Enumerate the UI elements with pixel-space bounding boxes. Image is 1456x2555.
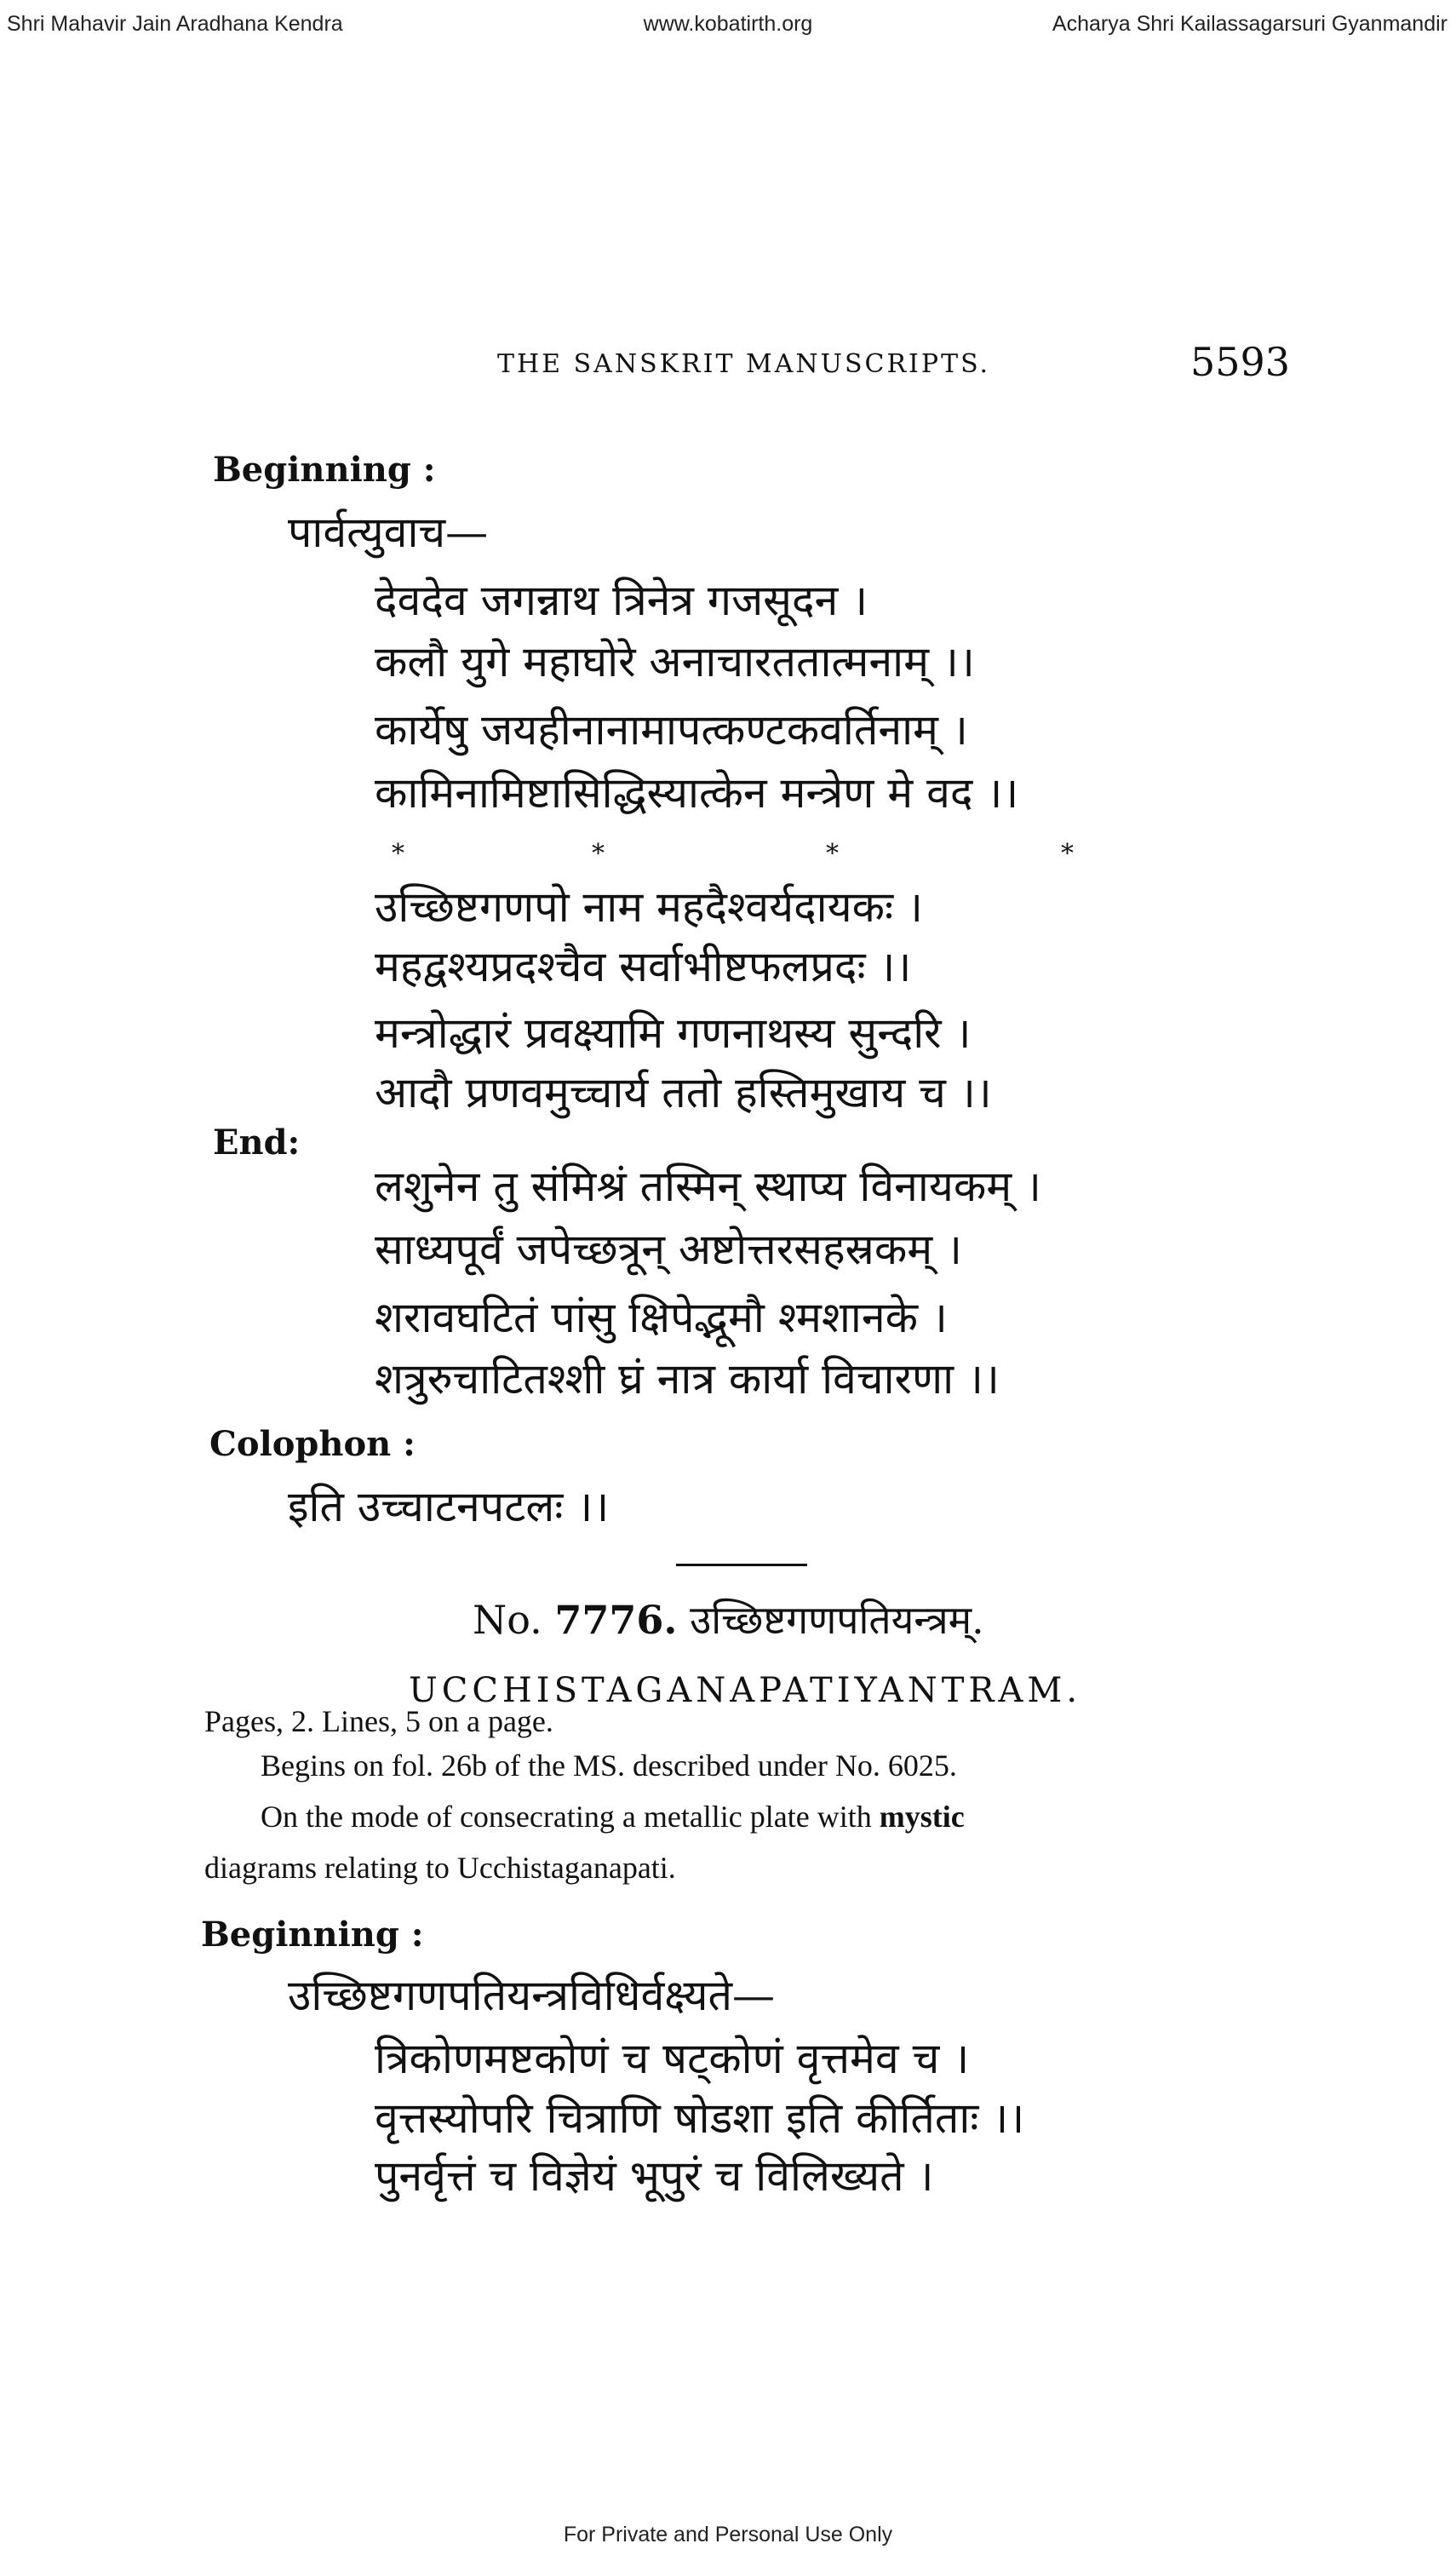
verse-line: महद्वश्यप्रदश्चैव सर्वाभीष्टफलप्रदः ।। (375, 942, 912, 991)
entry-verse-line: वृत्तस्योपरि चित्राणि षोडशा इति कीर्तिताः ।। (375, 2093, 1025, 2143)
entry-description-cont: diagrams relating to Ucchistaganapati. (204, 1851, 676, 1885)
entry-intro-line: उच्छिष्टगणपतियन्त्रविधिर्वक्ष्यते— (288, 1971, 775, 2020)
intro-line: पार्वत्युवाच— (288, 508, 489, 557)
entry-verse-line: पुनर्वृत्तं च विज्ञेयं भूपुरं च विलिख्यते । (375, 2151, 934, 2201)
page-footer: For Private and Personal Use Only (563, 2523, 893, 2546)
verse-line: शरावघटितं पांसु क्षिपेद्भूमौ श्मशानके । (375, 1293, 948, 1342)
verse-line: मन्त्रोद्धारं प्रवक्ष्यामि गणनाथस्य सुन्दरि । (375, 1008, 972, 1058)
verse-line: साध्यपूर्वं जपेच्छत्रून् अष्टोत्तरसहस्रकम् । (375, 1225, 962, 1274)
entry-pages: Pages, 2. Lines, 5 on a page. (204, 1704, 553, 1738)
star-mark: * (1061, 839, 1074, 869)
entry-begins: Begins on fol. 26b of the MS. described under No. 6025. (261, 1748, 957, 1783)
header-right-text: Acharya Shri Kailassagarsuri Gyanmandir (1052, 12, 1447, 36)
entry-title-transliteration: UCCHISTAGANAPATIYANTRAM. (409, 1671, 1082, 1710)
entry-title-sanskrit: उच्छिष्टगणपतियन्त्रम्. (690, 1597, 984, 1643)
verse-line: देवदेव जगन्नाथ त्रिनेत्र गजसूदन । (375, 576, 868, 625)
verse-line: लशुनेन तु संमिश्रं तस्मिन् स्थाप्य विनायकम् । (375, 1162, 1041, 1211)
ornament-stars (375, 839, 1081, 873)
star-mark: * (392, 839, 404, 869)
colophon-text: इति उच्चाटनपटलः ।। (288, 1482, 610, 1531)
star-mark: * (826, 839, 839, 869)
entry-number: 7776. (554, 1597, 678, 1643)
beginning-label: Beginning : (213, 450, 436, 490)
site-header (0, 12, 1456, 46)
section-divider (676, 1564, 807, 1566)
entry-beginning-label: Beginning : (201, 1915, 424, 1955)
header-center-url: www.kobatirth.org (643, 12, 813, 36)
verse-line: शत्रुरुचाटितश्शी घ्रं नात्र कार्या विचारणा ।। (375, 1354, 1000, 1404)
end-label: End: (213, 1122, 301, 1163)
entry-heading (473, 1593, 984, 1645)
entry-description-bold: mystic (879, 1800, 965, 1834)
page-number: 5593 (1190, 339, 1291, 385)
verse-line: कलौ युगे महाघोरे अनाचारततात्मनाम् ।। (375, 637, 975, 686)
header-left-text: Shri Mahavir Jain Aradhana Kendra (7, 12, 343, 36)
verse-line: कामिनामिष्टासिद्धिस्यात्केन मन्त्रेण मे वद ।। (375, 768, 1019, 818)
verse-line: उच्छिष्टगणपो नाम महदैश्वर्यदायकः । (375, 882, 923, 932)
star-mark: * (592, 839, 605, 869)
colophon-label: Colophon : (209, 1424, 416, 1464)
entry-description (261, 1799, 965, 1834)
running-head: THE SANSKRIT MANUSCRIPTS. (497, 349, 991, 379)
verse-line: कार्येषु जयहीनानामापत्कण्टकवर्तिनाम् । (375, 705, 968, 755)
entry-description-text: On the mode of consecrating a metallic plate with (261, 1800, 880, 1834)
entry-no-label: No. (473, 1597, 542, 1643)
verse-line: आदौ प्रणवमुच्चार्य ततो हस्तिमुखाय च ।। (375, 1068, 992, 1117)
entry-verse-line: त्रिकोणमष्टकोणं च षट्कोणं वृत्तमेव च । (375, 2034, 970, 2083)
